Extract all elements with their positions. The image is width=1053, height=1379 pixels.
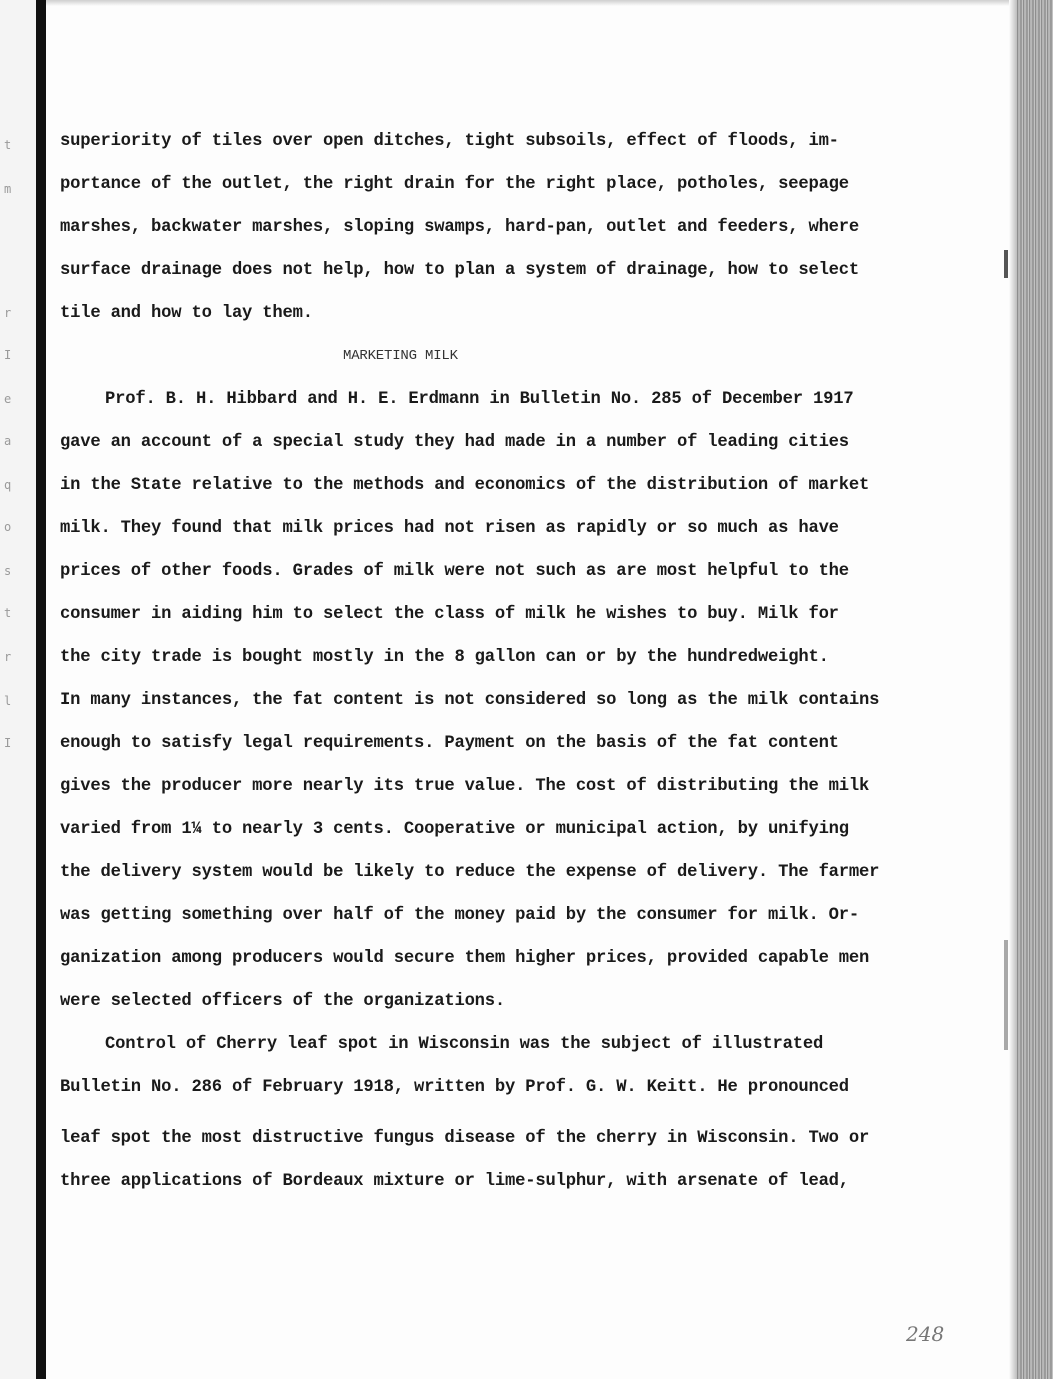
- bleed-mark: r: [4, 650, 12, 664]
- paragraph-line: In many instances, the fat content is not considered so long as the milk contains: [60, 691, 880, 710]
- paragraph-line: surface drainage does not help, how to plan a system of drainage, how to select: [60, 261, 860, 280]
- paragraph-line: Prof. B. H. Hibbard and H. E. Erdmann in Bulletin No. 285 of December 1917: [105, 390, 854, 409]
- binding-edge: [36, 0, 46, 1379]
- paragraph-line: were selected officers of the organizations.: [60, 992, 506, 1011]
- paragraph-line: prices of other foods. Grades of milk were not such as are most helpful to the: [60, 562, 849, 581]
- paragraph-line: milk. They found that milk prices had not risen as rapidly or so much as have: [60, 519, 839, 538]
- document-body: [60, 120, 920, 1203]
- section-heading: MARKETING MILK: [343, 348, 458, 364]
- edge-tick: [1004, 940, 1008, 1050]
- bleed-mark: r: [4, 306, 12, 320]
- bleed-mark: m: [4, 182, 12, 196]
- paragraph-line: the city trade is bought mostly in the 8 gallon can or by the hundredweight.: [60, 648, 829, 667]
- paragraph-line: tile and how to lay them.: [60, 304, 313, 323]
- paragraph-line: consumer in aiding him to select the class of milk he wishes to buy. Milk for: [60, 605, 839, 624]
- right-edge-shadow: [1009, 0, 1017, 1379]
- paragraph-line: portance of the outlet, the right drain for the right place, potholes, seepage: [60, 175, 849, 194]
- bleed-mark: q: [4, 478, 12, 492]
- bleed-mark: o: [4, 520, 12, 534]
- page-stack-edge: [1017, 0, 1053, 1379]
- paragraph-line: varied from 1¼ to nearly 3 cents. Cooperative or municipal action, by unifying: [60, 820, 849, 839]
- edge-tick: [1004, 250, 1008, 278]
- paragraph-line: leaf spot the most distructive fungus disease of the cherry in Wisconsin. Two or: [60, 1129, 870, 1148]
- paragraph-line: was getting something over half of the money paid by the consumer for milk. Or-: [60, 906, 860, 925]
- paragraph-line: three applications of Bordeaux mixture or lime-sulphur, with arsenate of lead,: [60, 1172, 849, 1191]
- paragraph-line: in the State relative to the methods and economics of the distribution of market: [60, 476, 870, 495]
- paragraph-line: Control of Cherry leaf spot in Wisconsin was the subject of illustrated: [105, 1035, 824, 1054]
- paragraph-line: ganization among producers would secure them higher prices, provided capable men: [60, 949, 870, 968]
- paragraph-line: marshes, backwater marshes, sloping swamps, hard-pan, outlet and feeders, where: [60, 218, 860, 237]
- bleed-mark: a: [4, 434, 12, 448]
- bleed-mark: e: [4, 392, 12, 406]
- bleed-mark: s: [4, 564, 12, 578]
- bleed-mark: I: [4, 736, 12, 750]
- bleed-mark: I: [4, 348, 12, 362]
- top-page-edge: [46, 0, 1016, 6]
- bleed-mark: t: [4, 606, 12, 620]
- paragraph-line: gives the producer more nearly its true value. The cost of distributing the milk: [60, 777, 870, 796]
- paragraph-line: the delivery system would be likely to reduce the expense of delivery. The farmer: [60, 863, 880, 882]
- paragraph-line: superiority of tiles over open ditches, tight subsoils, effect of floods, im-: [60, 132, 839, 151]
- page-number: 248: [906, 1322, 945, 1346]
- bleed-mark: l: [4, 694, 12, 708]
- paragraph-line: Bulletin No. 286 of February 1918, written by Prof. G. W. Keitt. He pronounced: [60, 1078, 849, 1097]
- bleed-mark: t: [4, 138, 12, 152]
- paragraph-line: gave an account of a special study they had made in a number of leading cities: [60, 433, 849, 452]
- paragraph-line: enough to satisfy legal requirements. Payment on the basis of the fat content: [60, 734, 839, 753]
